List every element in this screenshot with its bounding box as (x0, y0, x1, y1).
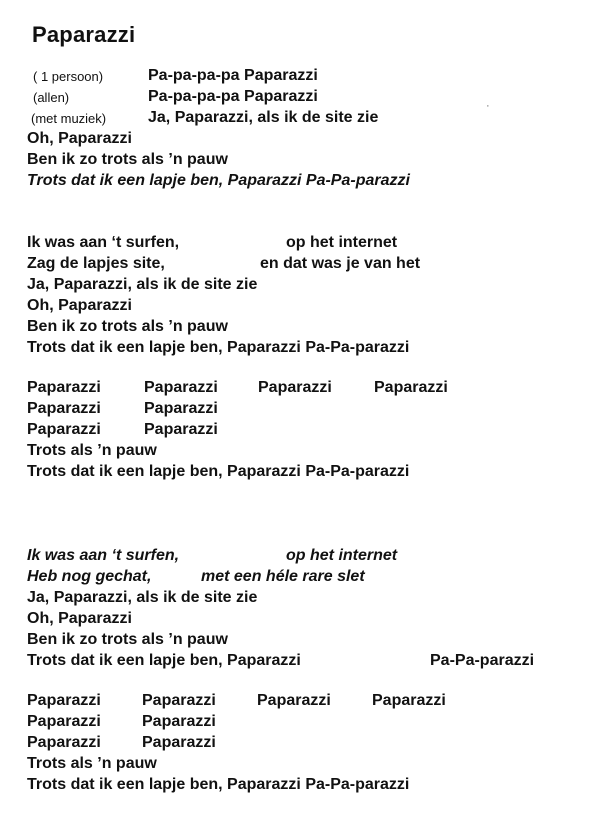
lyric-text: Paparazzi (27, 421, 101, 438)
lyric-text: Paparazzi (27, 400, 101, 417)
performer-note: ( 1 persoon) (33, 69, 104, 84)
lyric-text: op het internet (286, 547, 398, 564)
verse2-line-5: Ben ik zo trots als ’n pauw (27, 631, 228, 648)
lyric-text: Ik was aan ‘t surfen, (27, 547, 180, 564)
lyric-text: Paparazzi (27, 379, 101, 396)
performer-note: (met muziek) (31, 111, 107, 126)
lyric-text: Paparazzi (142, 692, 216, 709)
lyric-text: Pa-pa-pa-pa Paparazzi (148, 88, 318, 105)
intro-line-6: Trots dat ik een lapje ben, Paparazzi Pa-Pa-parazzi (27, 172, 410, 189)
intro-line-4: Oh, Paparazzi (27, 130, 132, 147)
lyric-text: Paparazzi (142, 713, 216, 730)
intro-line-5: Ben ik zo trots als ’n pauw (27, 151, 228, 168)
lyric-text: Trots dat ik een lapje ben, Paparazzi (27, 652, 301, 669)
verse2-line-4: Oh, Paparazzi (27, 610, 132, 627)
lyric-text: Paparazzi (142, 734, 216, 751)
lyric-text: en dat was je van het (260, 255, 421, 272)
verse1-line-5: Ben ik zo trots als ’n pauw (27, 318, 228, 335)
page-title: Paparazzi (32, 22, 136, 47)
performer-note: (allen) (33, 90, 70, 105)
lyric-text: Paparazzi (144, 379, 218, 396)
lyric-text: Paparazzi (144, 400, 218, 417)
chorus1-line-4: Trots als ’n pauw (27, 442, 157, 459)
lyric-text: met een héle rare slet (201, 568, 365, 585)
lyric-text: Paparazzi (257, 692, 331, 709)
lyric-text: Pa-Pa-parazzi (430, 652, 535, 669)
verse1-line-6: Trots dat ik een lapje ben, Paparazzi Pa-Pa-parazzi (27, 339, 410, 356)
lyric-text: Paparazzi (144, 421, 218, 438)
chorus2-line-4: Trots als ’n pauw (27, 755, 157, 772)
verse1-line-3: Ja, Paparazzi, als ik de site zie (27, 276, 258, 293)
lyric-text: Paparazzi (27, 734, 101, 751)
lyric-text: op het internet (286, 234, 398, 251)
lyric-text: Ja, Paparazzi, als ik de site zie (148, 109, 379, 126)
lyric-text: Ik was aan ‘t surfen, (27, 234, 180, 251)
verse1-line-4: Oh, Paparazzi (27, 297, 132, 314)
verse2-line-3: Ja, Paparazzi, als ik de site zie (27, 589, 258, 606)
lyric-text: Paparazzi (27, 713, 101, 730)
lyric-text: Heb nog gechat, (27, 568, 152, 585)
lyric-text: Paparazzi (27, 692, 101, 709)
chorus2-line-5: Trots dat ik een lapje ben, Paparazzi Pa-Pa-parazzi (27, 776, 410, 793)
lyric-text: Paparazzi (258, 379, 332, 396)
stray-mark: · (486, 100, 490, 112)
chorus1-line-5: Trots dat ik een lapje ben, Paparazzi Pa-Pa-parazzi (27, 463, 410, 480)
lyric-text: Pa-pa-pa-pa Paparazzi (148, 67, 318, 84)
lyric-text: Paparazzi (374, 379, 448, 396)
lyric-text: Zag de lapjes site, (27, 255, 165, 272)
lyric-text: Paparazzi (372, 692, 446, 709)
